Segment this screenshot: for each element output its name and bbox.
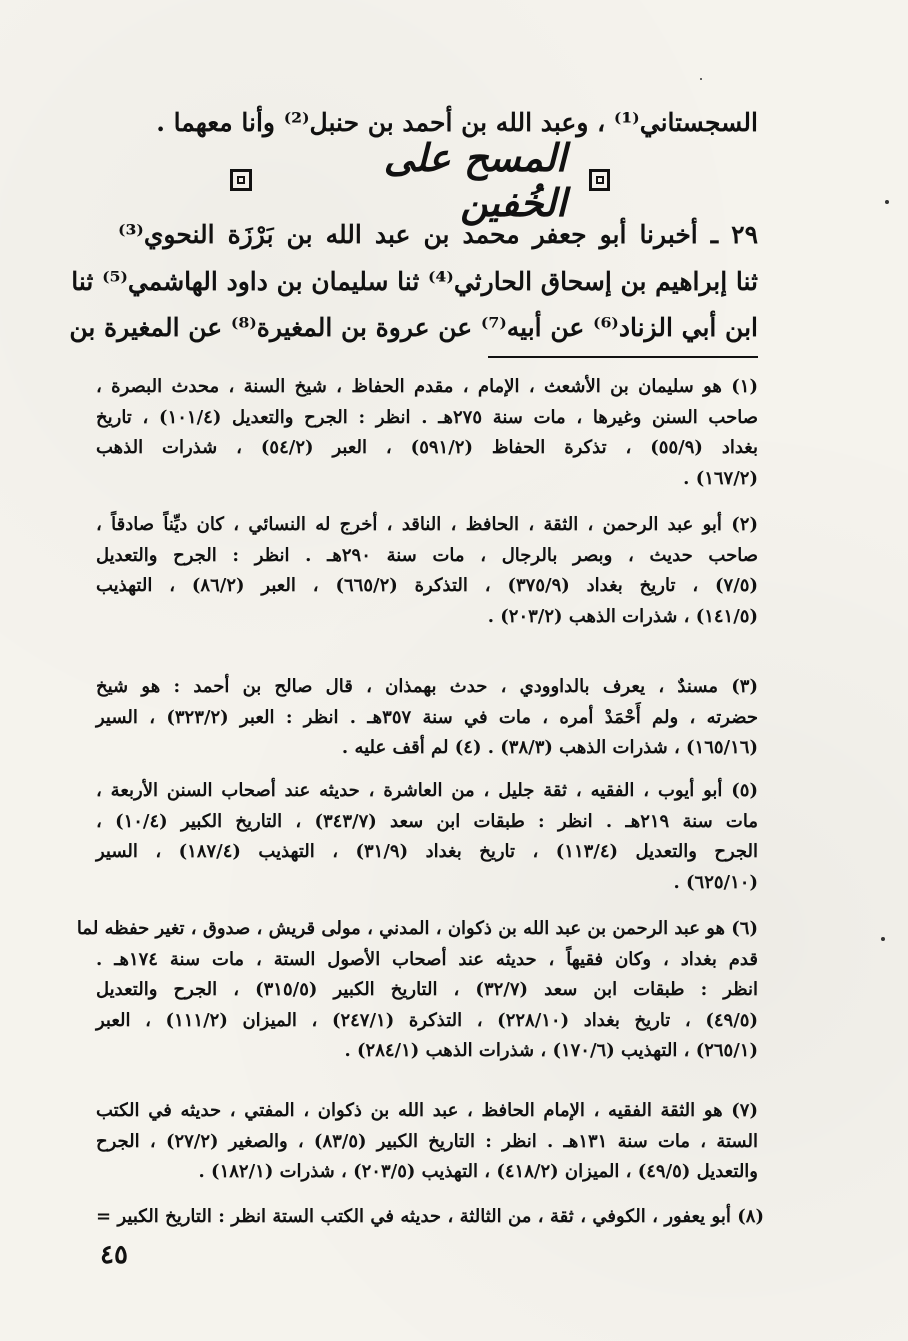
footnote-line: انظر : طبقات ابن سعد (٣٢/٧) ، التاريخ الكبير (٣١٥/٥) ، الجرح والتعديل [96,979,759,1000]
footnote-line: (٨) أبو يعفور ، الكوفي ، ثقة ، من الثالثة ، حديثه في الكتب الستة انظر : التاريخ الكبير = [96,1206,764,1227]
footnote-3-4 [96,672,758,764]
page-number: ٤٥ [100,1240,128,1270]
footnote-1 [96,372,758,494]
footnote-line: (٤٩/٥) ، تاريخ بغداد (٢٢٨/١٠) ، التذكرة (٢٤٧/١) ، الميزان (١١١/٢) ، العبر [96,1009,758,1031]
speck [885,200,889,204]
section-title: المسح على الخُفين [383,135,567,225]
footnote-line: (٧) هو الثقة الفقيه ، الإمام الحافظ ، عبد الله بن ذكوان ، المفتي ، حديثه في الكتب [96,1100,758,1121]
footnote-line: صاحب السنن وغيرها ، مات سنة ٢٧٥هـ . انظر : الجرح والتعديل (١٠١/٤) ، تاريخ [96,406,758,428]
footnote-line: بغداد (٥٥/٩) ، تذكرة الحفاظ (٥٩١/٢) ، العبر (٥٤/٢) ، شذرات الذهب [96,437,758,458]
footnote-line: (١٤١/٥) ، شذرات الذهب (٢٠٣/٢) . [487,605,758,627]
footnote-7 [96,1096,758,1188]
hadith-line: ٢٩ ـ أخبرنا أبو جعفر محمد بن عبد الله بن بَرْزَة النحوي⁽³⁾ [118,220,758,249]
footnote-line: (٣) مسندٌ ، يعرف بالداوودي ، حدث بهمذان ، قال صالح بن أحمد : هو شيخ [96,676,758,697]
ornament-box-icon [230,169,252,191]
intro-line: السجستاني⁽¹⁾ ، وعبد الله بن أحمد بن حنبل⁽²⁾ وأنا معهما . [156,108,758,137]
footnote-line: (١) هو سليمان بن الأشعث ، الإمام ، مقدم الحفاظ ، شيخ السنة ، محدث البصرة ، [96,376,758,397]
footnote-line: (٦) هو عبد الرحمن بن عبد الله بن ذكوان ، المدني ، مولى قريش ، صدوق ، تغير حفظه لما [76,918,758,939]
footnote-5 [96,776,758,898]
footnote-2 [96,510,758,632]
footnote-line: حضرته ، ولم أَحْمَدْ أمره ، مات في سنة ٣٥٧هـ . انظر : العبر (٣٢٣/٢) ، السير [96,706,758,728]
speck [881,937,885,941]
footnote-line: (٧/٥) ، تاريخ بغداد (٣٧٥/٩) ، التذكرة (٦٦٥/٢) ، العبر (٨٦/٢) ، التهذيب [96,575,758,596]
footnote-line: والتعديل (٤٩/٥) ، الميزان (٤١٨/٢) ، التهذيب (٢٠٣/٥) ، شذرات (١٨٢/١) . [198,1161,758,1182]
footnote-line: (٦٢٥/١٠) . [673,871,758,893]
footnote-line: (١٦٥/١٦) ، شذرات الذهب (٣٨/٣) . (٤) لم أقف عليه . [341,737,758,758]
footnote-8 [96,1202,764,1233]
footnote-line: (٢) أبو عبد الرحمن ، الثقة ، الحافظ ، الناقد ، أخرج له النسائي ، كان ديِّناً صادقاً ، [96,514,758,535]
footnote-6 [76,914,759,1067]
hadith-line: ثنا إبراهيم بن إسحاق الحارثي⁽⁴⁾ ثنا سليمان بن داود الهاشمي⁽⁵⁾ ثنا [71,267,758,296]
footnote-line: الستة ، مات سنة ١٣١هـ . انظر : التاريخ الكبير (٨٣/٥) ، والصغير (٢٧/٢) ، الجرح [96,1130,758,1152]
footnote-line: (١٦٧/٢) . [683,467,758,489]
footnote-line: قدم بغداد ، وكان فقيهاً ، حديثه عند أصحاب الأصول الستة ، مات سنة ١٧٤هـ . [96,948,758,970]
footnote-divider [488,356,758,358]
footnote-line: (٢٦٥/١) ، التهذيب (١٧٠/٦) ، شذرات الذهب (٢٨٤/١) . [344,1040,758,1061]
footnote-line: صاحب حديث ، وبصر بالرجال ، مات سنة ٢٩٠هـ . انظر : الجرح والتعديل [96,544,758,566]
hadith-line: ابن أبي الزناد⁽⁶⁾ عن أبيه⁽⁷⁾ عن عروة بن المغيرة⁽⁸⁾ عن المغيرة بن [69,313,758,342]
footnote-line: الجرح والتعديل (١١٣/٤) ، تاريخ بغداد (٣١/٩) ، التهذيب (١٨٧/٤) ، السير [96,841,759,862]
section-heading [230,135,610,225]
speck [700,78,702,80]
footnote-line: (٥) أبو أيوب ، الفقيه ، ثقة جليل ، من العاشرة ، حديثه عند أصحاب السنن الأربعة ، [96,780,758,801]
ornament-box-icon [589,169,611,191]
footnote-line: مات سنة ٢١٩هـ . انظر : طبقات ابن سعد (٣٤٣/٧) ، التاريخ الكبير (١٠/٤) ، [96,810,758,832]
